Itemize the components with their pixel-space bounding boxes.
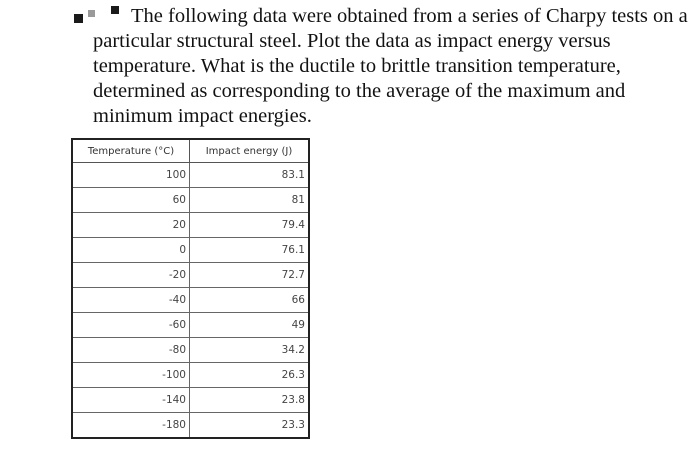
temperature-cell: 0 (72, 238, 190, 263)
impact-energy-cell: 81 (190, 188, 310, 213)
impact-energy-cell: 79.4 (190, 213, 310, 238)
table-row (72, 338, 309, 363)
table-row (72, 238, 309, 263)
table-row (72, 188, 309, 213)
temperature-cell: 20 (72, 213, 190, 238)
temperature-cell: -20 (72, 263, 190, 288)
temperature-cell: -40 (72, 288, 190, 313)
table-row (72, 413, 309, 439)
impact-energy-cell: 72.7 (190, 263, 310, 288)
table-header-row (72, 139, 309, 163)
question-text (93, 4, 693, 129)
temperature-cell: -60 (72, 313, 190, 338)
header-temperature: Temperature (°C) (72, 139, 190, 163)
impact-energy-cell: 76.1 (190, 238, 310, 263)
table-row (72, 388, 309, 413)
bullet-square-icon (74, 14, 83, 23)
impact-energy-cell: 26.3 (190, 363, 310, 388)
impact-energy-cell: 83.1 (190, 163, 310, 188)
impact-data-table (71, 138, 310, 439)
table-row (72, 163, 309, 188)
temperature-cell: -180 (72, 413, 190, 439)
table-row (72, 313, 309, 338)
impact-energy-cell: 23.8 (190, 388, 310, 413)
temperature-cell: 60 (72, 188, 190, 213)
impact-energy-cell: 34.2 (190, 338, 310, 363)
temperature-cell: -80 (72, 338, 190, 363)
impact-energy-cell: 66 (190, 288, 310, 313)
temperature-cell: -100 (72, 363, 190, 388)
impact-energy-cell: 23.3 (190, 413, 310, 439)
table-row (72, 213, 309, 238)
question-body: The following data were obtained from a series of Charpy tests on a particular structural steel. Plot the data as impact energy versus temperature. What is the ductile to brittle transition temperature, determined as corresponding to the average of the maximum and minimum impact energies. (93, 5, 688, 127)
temperature-cell: 100 (72, 163, 190, 188)
table-row (72, 363, 309, 388)
impact-energy-cell: 49 (190, 313, 310, 338)
header-impact-energy: Impact energy (J) (190, 139, 310, 163)
table-row (72, 288, 309, 313)
temperature-cell: -140 (72, 388, 190, 413)
table-row (72, 263, 309, 288)
